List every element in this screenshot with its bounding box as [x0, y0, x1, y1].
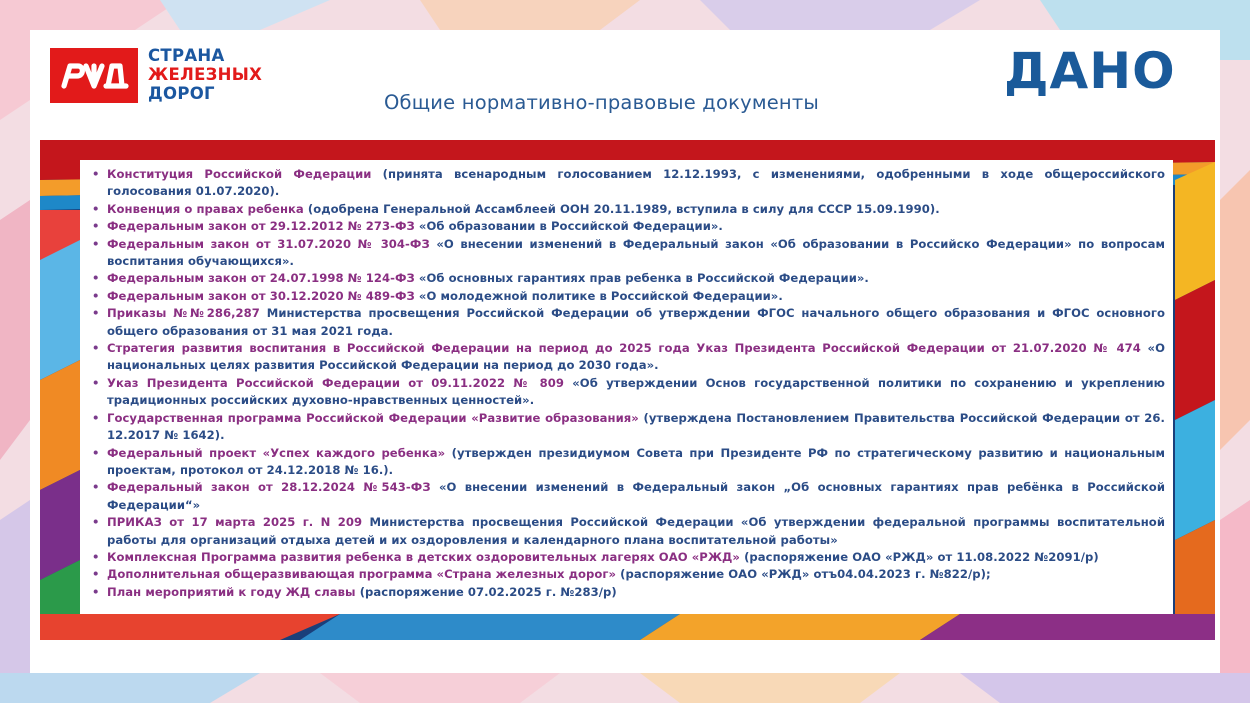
- document-details: «Об образовании в Российской Федерации».: [414, 219, 723, 234]
- document-details: (утверждена Постановлением Правительства Российской Федерации от 26. 12.2017 № 1642).: [107, 410, 1165, 443]
- document-item: [90, 566, 1165, 583]
- document-title: ПРИКАЗ от 17 марта 2025 г. N 209: [107, 515, 363, 530]
- documents-panel: [80, 160, 1173, 614]
- document-details: (распоряжение 07.02.2025 г. №283/р): [355, 584, 617, 599]
- document-title: Федеральный проект «Успех каждого ребенка»: [107, 445, 446, 460]
- document-title: Государственная программа Российской Федерации «Развитие образования»: [107, 410, 639, 425]
- document-item: [90, 584, 1165, 601]
- document-title: Дополнительная общеразвивающая программа «Страна железных дорог»: [107, 567, 617, 582]
- document-details: «Об основных гарантиях прав ребенка в Российской Федерации».: [414, 271, 869, 286]
- document-details: (одобрена Генеральной Ассамблеей ООН 20.11.1989, вступила в силу для СССР 15.09.1990).: [303, 201, 940, 216]
- document-title: Конституция Российской Федерации: [107, 167, 372, 181]
- document-details: «Об утверждении Основ государственной политики по сохранению и укреплению традиционных российских духовно-нравственных ценностей».: [107, 375, 1165, 408]
- document-item: [90, 410, 1165, 445]
- document-item: [90, 218, 1165, 235]
- document-title: Федеральным закон от 30.12.2020 № 489-ФЗ: [107, 288, 415, 303]
- document-item: [90, 270, 1165, 287]
- document-title: План мероприятий к году ЖД славы: [107, 584, 356, 599]
- document-item: [90, 288, 1165, 305]
- brand-line-1: СТРАНА: [148, 46, 225, 65]
- document-item: [90, 305, 1165, 340]
- document-title: Федеральным закон от 31.07.2020 № 304-ФЗ: [107, 236, 430, 251]
- document-title: Стратегия развития воспитания в Российской Федерации на период до 2025 года Указ Президента Российской Федерации от 21.07.2020 № 474: [107, 341, 1141, 356]
- document-item: [90, 514, 1165, 549]
- brand-line-3: ДОРОГ: [148, 84, 215, 103]
- document-title: Конвенция о правах ребенка: [107, 201, 304, 216]
- document-title: Федеральным закон от 24.07.1998 № 124-ФЗ: [107, 271, 415, 286]
- document-details: Министерства просвещения Российской Федерации об утверждении ФГОС начального общего образования и ФГОС основного общего образования от 31 мая 2021 года.: [107, 306, 1165, 338]
- document-details: (утвержден президиумом Совета при Президенте РФ по стратегическому развитию и национальным проектам, протокол от 24.12.2018 № 16.).: [107, 445, 1165, 477]
- document-details: (распоряжение ОАО «РЖД» от 11.08.2022 №2091/р): [739, 549, 1099, 564]
- document-details: «О национальных целях развития Российской Федерации на период до 2030 года».: [107, 341, 1165, 373]
- document-title: Комплексная Программа развития ребенка в детских оздоровительных лагерях ОАО «РЖД»: [107, 549, 740, 564]
- document-item: [90, 201, 1165, 218]
- document-details: (принята всенародным голосованием 12.12.1993, с изменениями, одобренными в ходе общероссийского голосования 01.07.2020).: [107, 167, 1165, 199]
- brand-line-2: ЖЕЛЕЗНЫХ: [148, 65, 263, 84]
- document-item: [90, 375, 1165, 410]
- document-details: Министерства просвещения Российской Федерации «Об утверждении федеральной программы воспитательной работы для организаций отдыха детей и их оздоровления и календарного плана воспитательной работы»: [107, 515, 1165, 547]
- document-details: (распоряжение ОАО «РЖД» отъ04.04.2023 г. №822/р);: [616, 567, 991, 582]
- document-item: [90, 166, 1165, 201]
- document-title: Федеральный закон от 28.12.2024 №543-ФЗ: [107, 480, 431, 495]
- document-item: [90, 479, 1165, 514]
- document-details: «О внесении изменений в Федеральный закон «Об образовании в Российско Федерации» по вопросам воспитания обучающихся».: [107, 236, 1165, 269]
- document-title: Федеральным закон от 29.12.2012 № 273-ФЗ: [107, 219, 415, 234]
- slide-subtitle: Общие нормативно-правовые документы: [383, 91, 820, 114]
- document-item: [90, 445, 1165, 480]
- document-title: Указ Президента Российской Федерации от 09.11.2022 № 809: [107, 375, 565, 390]
- document-details: «О молодежной политике в Российской Федерации».: [414, 288, 783, 303]
- document-item: [90, 549, 1165, 566]
- document-item: [90, 236, 1165, 271]
- document-title: Приказы №№286,287: [107, 306, 260, 321]
- document-item: [90, 340, 1165, 375]
- document-details: «О внесении изменений в Федеральный закон „Об основных гарантиях прав ребёнка в Российской Федерации“»: [107, 480, 1165, 512]
- documents-list: [80, 160, 1173, 601]
- slide-title: ДАНО: [1004, 42, 1176, 100]
